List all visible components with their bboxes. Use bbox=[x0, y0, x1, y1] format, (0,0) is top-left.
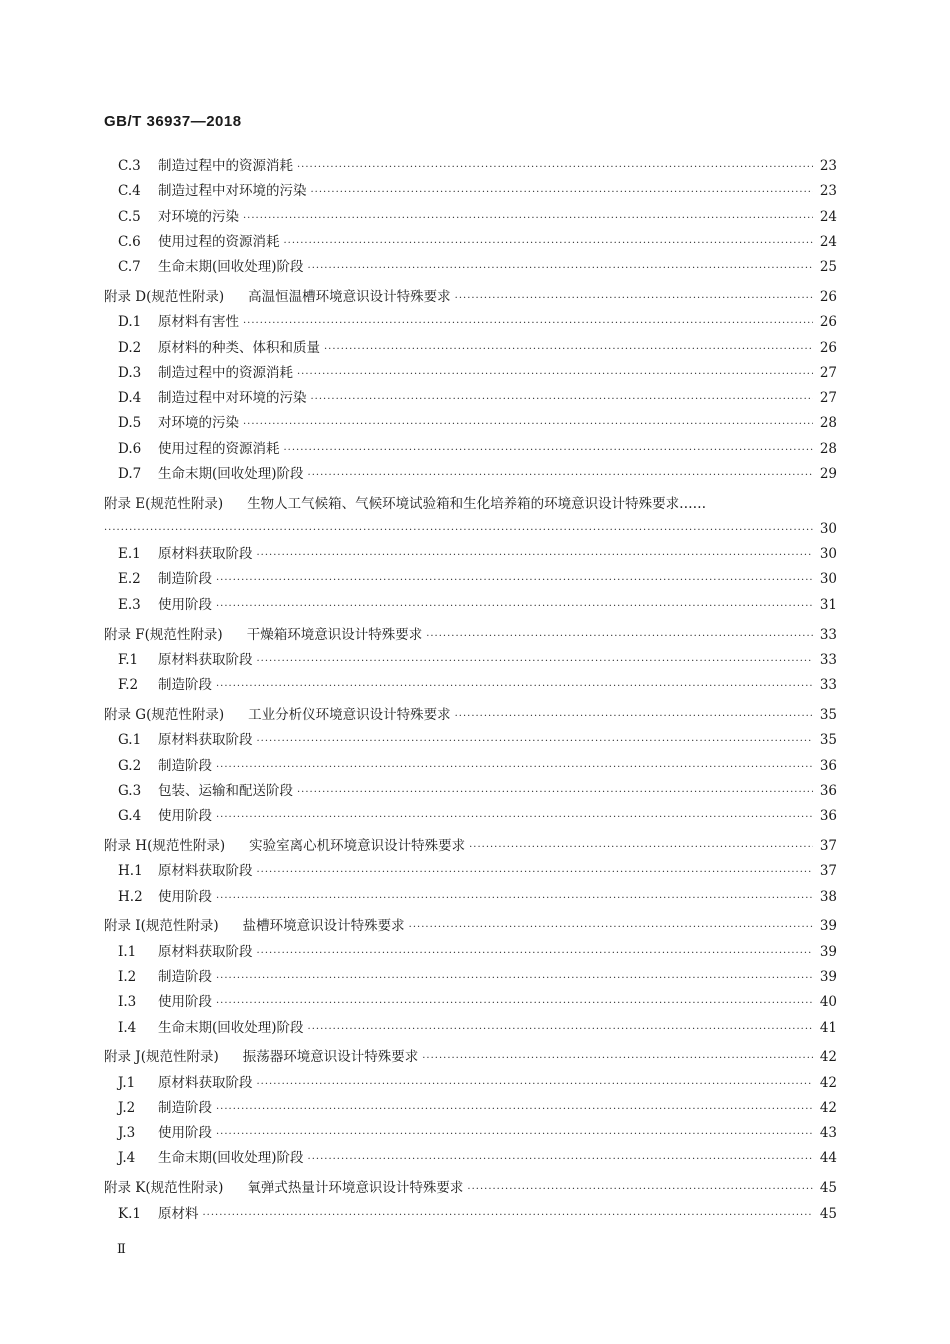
toc-leader-dots bbox=[467, 1177, 813, 1202]
toc-entry-page: 26 bbox=[819, 339, 837, 356]
toc-leader-dots bbox=[243, 206, 813, 231]
toc-leader-dots bbox=[257, 860, 814, 885]
toc-entry-title: 原材料有害性 bbox=[158, 314, 239, 331]
toc-entry-code: G.3 bbox=[118, 782, 142, 799]
toc-entry-code: F.2 bbox=[118, 677, 139, 694]
toc-section-entry[interactable] bbox=[104, 673, 837, 698]
toc-entry-page: 42 bbox=[819, 1049, 837, 1066]
toc-entry-page: 33 bbox=[819, 626, 837, 643]
toc-entry-page: 33 bbox=[819, 651, 837, 668]
toc-entry-title: 原材料获取阶段 bbox=[158, 863, 253, 880]
toc-entry-page: 35 bbox=[819, 706, 837, 723]
toc-entry-page: 30 bbox=[819, 546, 837, 563]
toc-leader-dots bbox=[104, 518, 813, 543]
toc-leader-dots bbox=[455, 286, 813, 311]
toc-entry-code: J.2 bbox=[118, 1099, 136, 1116]
toc-entry-title: 原材料获取阶段 bbox=[158, 546, 253, 563]
toc-leader-dots bbox=[426, 624, 813, 649]
toc-entry-title: 使用阶段 bbox=[158, 888, 212, 905]
toc-entry-code: D.2 bbox=[118, 339, 142, 356]
toc-entry-code: C.7 bbox=[118, 259, 141, 276]
toc-entry-code: D.4 bbox=[118, 390, 142, 407]
toc-leader-dots bbox=[257, 543, 814, 568]
toc-entry-page: 43 bbox=[819, 1125, 837, 1142]
toc-entry-title: 对环境的污染 bbox=[158, 415, 239, 432]
toc-appendix-entry[interactable] bbox=[104, 623, 837, 648]
toc-entry-page: 40 bbox=[819, 994, 837, 1011]
toc-section-entry[interactable] bbox=[104, 990, 837, 1015]
toc-leader-dots bbox=[216, 886, 813, 911]
toc-section-entry[interactable] bbox=[104, 859, 837, 884]
toc-section-entry[interactable] bbox=[104, 361, 837, 386]
toc-entry-page: 35 bbox=[819, 732, 837, 749]
toc-entry-title: 使用过程的资源消耗 bbox=[158, 440, 280, 457]
toc-entry-title: 使用过程的资源消耗 bbox=[158, 233, 280, 250]
toc-entry-title: 盐槽环境意识设计特殊要求 bbox=[242, 918, 405, 935]
toc-leader-dots bbox=[216, 805, 813, 830]
toc-entry-page: 33 bbox=[819, 677, 837, 694]
toc-leader-dots bbox=[216, 1097, 813, 1122]
toc-entry-code: I.2 bbox=[118, 968, 137, 985]
toc-section-entry[interactable] bbox=[104, 462, 837, 487]
toc-leader-dots bbox=[216, 674, 813, 699]
toc-entry-page: 30 bbox=[819, 571, 837, 588]
toc-entry-page: 42 bbox=[819, 1074, 837, 1091]
toc-entry-page: 45 bbox=[819, 1180, 837, 1197]
table-of-contents bbox=[104, 154, 837, 1227]
toc-entry-page: 29 bbox=[819, 466, 837, 483]
toc-section-entry[interactable] bbox=[104, 1121, 837, 1146]
toc-entry-code: D.7 bbox=[118, 466, 142, 483]
toc-entry-title: 生命末期(回收处理)阶段 bbox=[158, 1150, 304, 1167]
toc-entry-code: C.4 bbox=[118, 183, 141, 200]
toc-section-entry[interactable] bbox=[104, 648, 837, 673]
toc-entry-title: 生物人工气候箱、气候环境试验箱和生化培养箱的环境意识设计特殊要求…… bbox=[247, 495, 707, 512]
toc-leader-dots bbox=[297, 362, 813, 387]
document-number: GB/T 36937—2018 bbox=[104, 113, 242, 130]
toc-entry-title: 原材料 bbox=[158, 1205, 199, 1222]
toc-entry-code: 附录 J(规范性附录) bbox=[104, 1049, 219, 1066]
toc-section-entry[interactable] bbox=[104, 336, 837, 361]
toc-section-entry[interactable] bbox=[104, 779, 837, 804]
toc-entry-code: 附录 H(规范性附录) bbox=[104, 837, 226, 854]
toc-appendix-entry[interactable] bbox=[104, 703, 837, 728]
page-number: Ⅱ bbox=[117, 1242, 126, 1257]
toc-leader-dots bbox=[311, 180, 814, 205]
toc-entry-code: 附录 F(规范性附录) bbox=[104, 626, 223, 643]
toc-section-entry[interactable] bbox=[104, 804, 837, 829]
toc-section-entry[interactable] bbox=[104, 230, 837, 255]
toc-entry-code: H.2 bbox=[118, 888, 143, 905]
toc-entry-code: D.6 bbox=[118, 440, 142, 457]
toc-section-entry[interactable] bbox=[104, 179, 837, 204]
toc-entry-page: 23 bbox=[819, 183, 837, 200]
toc-entry-code: J.3 bbox=[118, 1125, 136, 1142]
toc-leader-dots bbox=[297, 155, 813, 180]
toc-entry-title: 制造阶段 bbox=[158, 757, 212, 774]
toc-entry-code: J.4 bbox=[118, 1150, 136, 1167]
toc-entry-page: 45 bbox=[819, 1205, 837, 1222]
toc-leader-dots bbox=[308, 463, 813, 488]
toc-appendix-entry[interactable] bbox=[104, 285, 837, 310]
toc-leader-dots bbox=[284, 438, 814, 463]
toc-leader-dots bbox=[216, 1122, 813, 1147]
toc-appendix-entry[interactable] bbox=[104, 1045, 837, 1070]
toc-entry-page: 36 bbox=[819, 757, 837, 774]
toc-entry-code: I.3 bbox=[118, 994, 137, 1011]
toc-appendix-entry[interactable] bbox=[104, 492, 837, 542]
toc-entry-title: 对环境的污染 bbox=[158, 208, 239, 225]
toc-section-entry[interactable] bbox=[104, 411, 837, 436]
toc-section-entry[interactable] bbox=[104, 1071, 837, 1096]
toc-entry-title: 制造阶段 bbox=[158, 677, 212, 694]
toc-entry-title: 生命末期(回收处理)阶段 bbox=[158, 466, 304, 483]
toc-section-entry[interactable] bbox=[104, 593, 837, 618]
toc-entry-code: C.3 bbox=[118, 158, 141, 174]
toc-entry-title: 制造过程中的资源消耗 bbox=[158, 158, 293, 174]
toc-entry-page: 28 bbox=[819, 440, 837, 457]
toc-section-entry[interactable] bbox=[104, 386, 837, 411]
toc-section-entry[interactable] bbox=[104, 1016, 837, 1041]
toc-leader-dots bbox=[284, 231, 814, 256]
toc-entry-code: H.1 bbox=[118, 863, 143, 880]
toc-section-entry[interactable] bbox=[104, 754, 837, 779]
toc-entry-title: 使用阶段 bbox=[158, 808, 212, 825]
toc-entry-title: 使用阶段 bbox=[158, 994, 212, 1011]
toc-leader-dots bbox=[308, 256, 813, 281]
toc-entry-title: 生命末期(回收处理)阶段 bbox=[158, 259, 304, 276]
toc-section-entry[interactable] bbox=[104, 1096, 837, 1121]
toc-entry-page: 24 bbox=[819, 233, 837, 250]
toc-entry-code: 附录 I(规范性附录) bbox=[104, 918, 219, 935]
toc-entry-title: 使用阶段 bbox=[158, 596, 212, 613]
toc-entry-page: 37 bbox=[819, 863, 837, 880]
toc-entry-page: 44 bbox=[819, 1150, 837, 1167]
toc-entry-title: 工业分析仪环境意识设计特殊要求 bbox=[248, 706, 451, 723]
toc-entry-code: G.4 bbox=[118, 808, 142, 825]
toc-leader-dots bbox=[422, 1046, 813, 1071]
toc-entry-title: 制造阶段 bbox=[158, 968, 212, 985]
toc-entry-title: 实验室离心机环境意识设计特殊要求 bbox=[249, 837, 466, 854]
toc-leader-dots bbox=[409, 915, 813, 940]
toc-entry-code: 附录 E(规范性附录) bbox=[104, 495, 224, 512]
toc-leader-dots bbox=[216, 966, 813, 991]
toc-section-entry[interactable] bbox=[104, 255, 837, 280]
toc-leader-dots bbox=[243, 311, 813, 336]
toc-entry-code: C.6 bbox=[118, 233, 141, 250]
toc-entry-code: I.1 bbox=[118, 943, 137, 960]
toc-entry-page: 41 bbox=[819, 1019, 837, 1036]
toc-leader-dots bbox=[257, 1072, 814, 1097]
toc-entry-code: G.2 bbox=[118, 757, 142, 774]
toc-entry-code: F.1 bbox=[118, 651, 139, 668]
toc-entry-page: 36 bbox=[819, 782, 837, 799]
toc-entry-title: 制造阶段 bbox=[158, 571, 212, 588]
toc-leader-dots bbox=[469, 835, 813, 860]
toc-leader-dots bbox=[455, 704, 813, 729]
toc-entry-page: 30 bbox=[819, 521, 837, 538]
toc-entry-title: 干燥箱环境意识设计特殊要求 bbox=[246, 626, 423, 643]
toc-leader-dots bbox=[257, 649, 814, 674]
toc-section-entry[interactable] bbox=[104, 154, 837, 179]
toc-entry-code: D.3 bbox=[118, 364, 142, 381]
toc-entry-page: 27 bbox=[819, 364, 837, 381]
toc-leader-dots bbox=[257, 729, 814, 754]
toc-entry-title: 原材料的种类、体积和质量 bbox=[158, 339, 320, 356]
toc-entry-title: 使用阶段 bbox=[158, 1125, 212, 1142]
toc-leader-dots bbox=[257, 941, 814, 966]
toc-entry-title: 原材料获取阶段 bbox=[158, 732, 253, 749]
toc-section-entry[interactable] bbox=[104, 567, 837, 592]
toc-entry-page: 27 bbox=[819, 390, 837, 407]
toc-leader-dots bbox=[216, 594, 813, 619]
toc-entry-page: 26 bbox=[819, 314, 837, 331]
toc-entry-code: 附录 K(规范性附录) bbox=[104, 1180, 224, 1197]
toc-entry-code: D.5 bbox=[118, 415, 142, 432]
toc-section-entry[interactable] bbox=[104, 205, 837, 230]
toc-entry-code: E.3 bbox=[118, 596, 141, 613]
toc-leader-dots bbox=[297, 780, 813, 805]
toc-entry-code: E.1 bbox=[118, 546, 141, 563]
toc-entry-page: 31 bbox=[819, 596, 837, 613]
toc-leader-dots bbox=[324, 337, 813, 362]
toc-entry-page: 39 bbox=[819, 943, 837, 960]
toc-entry-title: 制造过程中的资源消耗 bbox=[158, 364, 293, 381]
toc-entry-page: 36 bbox=[819, 808, 837, 825]
toc-section-entry[interactable] bbox=[104, 728, 837, 753]
toc-entry-page: 23 bbox=[819, 158, 837, 174]
toc-entry-code: E.2 bbox=[118, 571, 141, 588]
toc-entry-code: 附录 D(规范性附录) bbox=[104, 288, 225, 305]
toc-entry-code: J.1 bbox=[118, 1074, 136, 1091]
toc-section-entry[interactable] bbox=[104, 940, 837, 965]
toc-entry-page: 39 bbox=[819, 968, 837, 985]
toc-entry-page: 25 bbox=[819, 259, 837, 276]
toc-appendix-entry[interactable] bbox=[104, 834, 837, 859]
toc-entry-title: 原材料获取阶段 bbox=[158, 1074, 253, 1091]
toc-section-entry[interactable] bbox=[104, 1146, 837, 1171]
toc-entry-title: 制造过程中对环境的污染 bbox=[158, 390, 307, 407]
toc-entry-page: 26 bbox=[819, 288, 837, 305]
toc-entry-title: 生命末期(回收处理)阶段 bbox=[158, 1019, 304, 1036]
toc-entry-code: 附录 G(规范性附录) bbox=[104, 706, 225, 723]
toc-entry-title: 高温恒温槽环境意识设计特殊要求 bbox=[248, 288, 451, 305]
toc-entry-page: 38 bbox=[819, 888, 837, 905]
toc-leader-dots bbox=[311, 387, 814, 412]
toc-entry-page: 42 bbox=[819, 1099, 837, 1116]
toc-section-entry[interactable] bbox=[104, 965, 837, 990]
toc-section-entry[interactable] bbox=[104, 885, 837, 910]
toc-entry-code: K.1 bbox=[118, 1205, 141, 1222]
toc-entry-code: D.1 bbox=[118, 314, 142, 331]
toc-leader-dots bbox=[216, 568, 813, 593]
toc-entry-code: I.4 bbox=[118, 1019, 137, 1036]
toc-entry-title: 原材料获取阶段 bbox=[158, 651, 253, 668]
toc-entry-title: 氧弹式热量计环境意识设计特殊要求 bbox=[247, 1180, 464, 1197]
toc-section-entry[interactable] bbox=[104, 1202, 837, 1227]
toc-section-entry[interactable] bbox=[104, 542, 837, 567]
toc-entry-code: G.1 bbox=[118, 732, 142, 749]
toc-leader-dots bbox=[308, 1147, 813, 1172]
toc-entry-title: 原材料获取阶段 bbox=[158, 943, 253, 960]
toc-entry-page: 37 bbox=[819, 837, 837, 854]
toc-leader-dots bbox=[243, 412, 813, 437]
toc-leader-dots bbox=[216, 755, 813, 780]
toc-entry-code: C.5 bbox=[118, 208, 141, 225]
toc-entry-title: 振荡器环境意识设计特殊要求 bbox=[242, 1049, 419, 1066]
toc-section-entry[interactable] bbox=[104, 437, 837, 462]
toc-leader-dots bbox=[203, 1203, 814, 1228]
toc-section-entry[interactable] bbox=[104, 310, 837, 335]
toc-entry-title: 制造过程中对环境的污染 bbox=[158, 183, 307, 200]
toc-entry-page: 39 bbox=[819, 918, 837, 935]
toc-entry-title: 制造阶段 bbox=[158, 1099, 212, 1116]
toc-appendix-entry[interactable] bbox=[104, 914, 837, 939]
toc-leader-dots bbox=[216, 991, 813, 1016]
toc-leader-dots bbox=[308, 1017, 813, 1042]
toc-entry-page: 24 bbox=[819, 208, 837, 225]
toc-appendix-entry[interactable] bbox=[104, 1176, 837, 1201]
toc-entry-page: 28 bbox=[819, 415, 837, 432]
toc-entry-title: 包装、运输和配送阶段 bbox=[158, 782, 293, 799]
